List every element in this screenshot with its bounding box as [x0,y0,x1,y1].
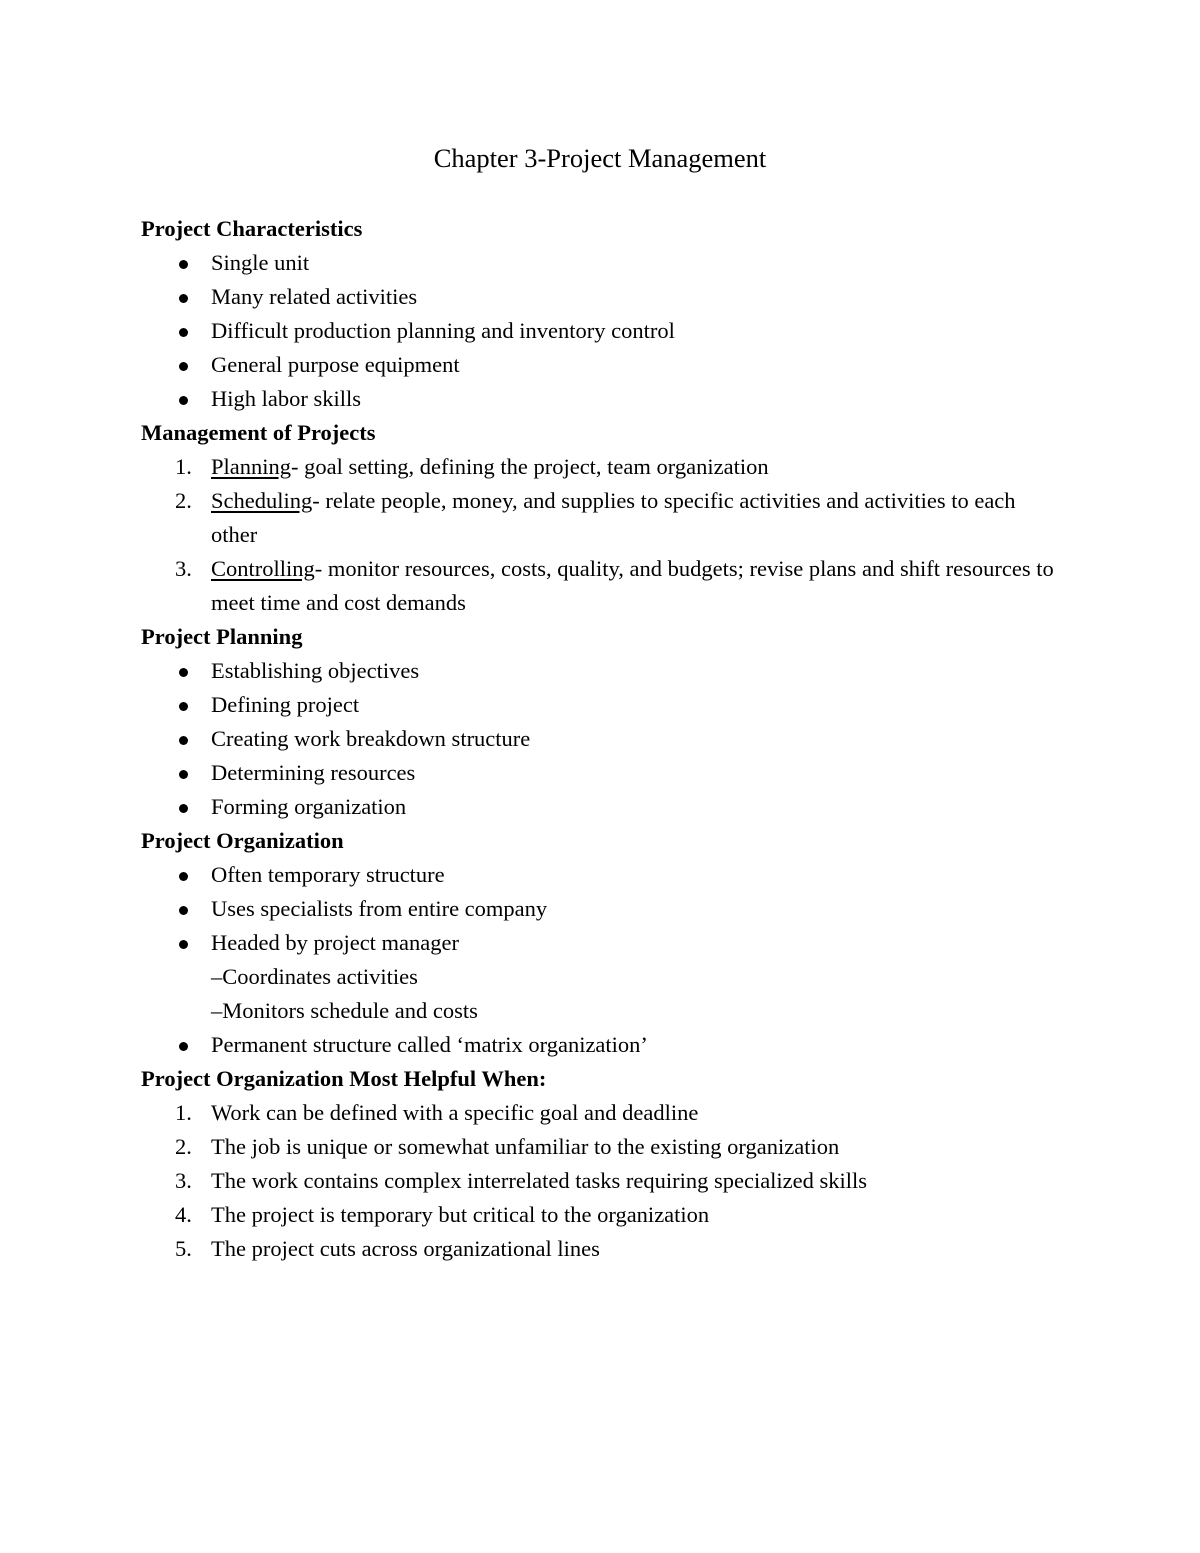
list-item: High labor skills [141,382,1061,416]
list-item: 5. The project cuts across organizational lines [141,1232,1061,1266]
bullet-icon [179,804,188,813]
heading-project-planning: Project Planning [141,624,303,649]
bullet-icon [179,872,188,881]
list-number: 2. [175,1134,192,1159]
list-item: Uses specialists from entire company [141,892,1061,926]
list-item: Often temporary structure [141,858,1061,892]
document-content [141,212,1061,1266]
bullet-icon [179,396,188,405]
list-item: Permanent structure called ‘matrix organization’ [141,1028,1061,1062]
list-number: 1. [175,454,192,479]
list-item: 3. Controlling- monitor resources, costs, quality, and budgets; revise plans and shift resources to meet time and cost demands [141,552,1061,620]
list-number: 3. [175,1168,192,1193]
list-item: 1. Planning- goal setting, defining the project, team organization [141,450,1061,484]
list-item: 2. Scheduling- relate people, money, and supplies to specific activities and activities to each other [141,484,1061,552]
bullet-icon [179,328,188,337]
list-number: 5. [175,1236,192,1261]
helpful-list [141,1096,1061,1266]
heading-organization-most-helpful: Project Organization Most Helpful When: [141,1066,547,1091]
heading-project-characteristics: Project Characteristics [141,216,363,241]
sub-item: –Coordinates activities [211,964,418,989]
list-item: 1. Work can be defined with a specific goal and deadline [141,1096,1061,1130]
list-number: 4. [175,1202,192,1227]
bullet-icon [179,940,188,949]
list-item: Many related activities [141,280,1061,314]
sub-item: –Monitors schedule and costs [211,998,478,1023]
list-number: 2. [175,488,192,513]
bullet-icon [179,668,188,677]
list-item: Headed by project manager [141,926,1061,960]
page-title: Chapter 3-Project Management [433,143,767,173]
list-item: Establishing objectives [141,654,1061,688]
bullet-icon [179,260,188,269]
list-number: 1. [175,1100,192,1125]
planning-list [141,654,1061,824]
list-item: 2. The job is unique or somewhat unfamiliar to the existing organization [141,1130,1061,1164]
organization-list [141,858,1061,960]
list-item: Determining resources [141,756,1061,790]
management-list [141,450,1061,620]
bullet-icon [179,736,188,745]
heading-management-of-projects: Management of Projects [141,420,376,445]
bullet-icon [179,702,188,711]
bullet-icon [179,770,188,779]
list-item: Creating work breakdown structure [141,722,1061,756]
list-number: 3. [175,556,192,581]
characteristics-list [141,246,1061,416]
list-item: Defining project [141,688,1061,722]
list-item: 4. The project is temporary but critical to the organization [141,1198,1061,1232]
list-item: Forming organization [141,790,1061,824]
bullet-icon [179,1042,188,1051]
list-item: 3. The work contains complex interrelated tasks requiring specialized skills [141,1164,1061,1198]
list-item: General purpose equipment [141,348,1061,382]
bullet-icon [179,294,188,303]
organization-list-continued [141,1028,1061,1062]
list-item: Single unit [141,246,1061,280]
heading-project-organization: Project Organization [141,828,344,853]
list-item: Difficult production planning and inventory control [141,314,1061,348]
bullet-icon [179,362,188,371]
bullet-icon [179,906,188,915]
